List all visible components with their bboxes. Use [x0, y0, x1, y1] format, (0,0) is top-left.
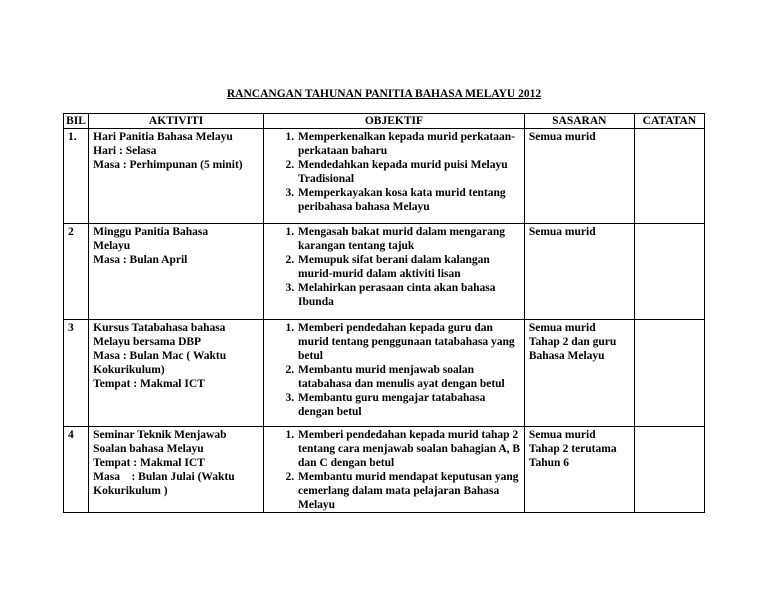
catatan-cell [634, 427, 704, 513]
objektif-item: 1. Memberi pendedahan kepada guru dan murid tentang penggunaan tatabahasa yang betul [297, 321, 521, 363]
catatan-cell [634, 129, 704, 224]
table-row [64, 427, 705, 513]
aktiviti-line: Tempat : Makmal ICT [93, 457, 205, 469]
aktiviti-line: Masa : Bulan Julai (Waktu [93, 471, 235, 483]
aktiviti-line: Minggu Panitia Bahasa [93, 226, 209, 238]
header-bil: BIL [64, 114, 89, 129]
aktiviti-line: Soalan bahasa Melayu [93, 443, 204, 455]
sasaran-line: Semua murid [528, 429, 596, 441]
header-sasaran: SASARAN [524, 114, 634, 129]
sasaran-line: Tahap 2 terutama [528, 443, 617, 455]
sasaran-line: Semua murid [528, 322, 596, 334]
table-row [64, 320, 705, 427]
sasaran-cell [524, 427, 634, 513]
header-objektif: OBJEKTIF [264, 114, 525, 129]
row-number: 2 [64, 224, 89, 320]
aktiviti-line: Tempat : Makmal ICT [93, 378, 205, 390]
aktiviti-line: Kursus Tatabahasa bahasa [93, 322, 226, 334]
objektif-item: 2. Membantu murid mendapat keputusan yang cemerlang dalam mata pelajaran Bahasa Melayu [297, 470, 521, 512]
objektif-cell [264, 320, 525, 427]
objektif-cell [264, 427, 525, 513]
aktiviti-line: Kokurikulum) [93, 364, 165, 376]
aktiviti-line: Hari Panitia Bahasa Melayu [93, 131, 233, 143]
objektif-item: 2. Mendedahkan kepada murid puisi Melayu Tradisional [297, 158, 521, 186]
objektif-list [268, 225, 521, 309]
objektif-item: 2. Membantu murid menjawab soalan tatabahasa dan menulis ayat dengan betul [297, 363, 521, 391]
aktiviti-line: Masa : Perhimpunan (5 minit) [93, 159, 243, 171]
row-number: 3 [64, 320, 89, 427]
sasaran-line: Semua murid [528, 226, 596, 238]
sasaran-cell [524, 320, 634, 427]
table-row [64, 129, 705, 224]
sasaran-line: Tahap 2 dan guru [528, 336, 617, 348]
objektif-item: 1. Mengasah bakat murid dalam mengarang karangan tentang tajuk [297, 225, 521, 253]
sasaran-line: Tahun 6 [528, 457, 570, 469]
sasaran-line: Bahasa Melayu [528, 350, 605, 362]
objektif-item: 2. Memupuk sifat berani dalam kalangan murid-murid dalam aktiviti lisan [297, 253, 521, 281]
sasaran-line: Semua murid [528, 131, 596, 143]
document-title: RANCANGAN TAHUNAN PANITIA BAHASA MELAYU 2012 [226, 88, 542, 100]
objektif-list [268, 321, 521, 419]
aktiviti-line: Seminar Teknik Menjawab [93, 429, 227, 441]
row-number: 4 [64, 427, 89, 513]
objektif-cell [264, 224, 525, 320]
aktiviti-cell [89, 427, 264, 513]
sasaran-cell [524, 224, 634, 320]
catatan-cell [634, 224, 704, 320]
objektif-item: 3. Membantu guru mengajar tatabahasa dengan betul [297, 391, 521, 419]
objektif-list [268, 428, 521, 512]
aktiviti-line: Kokurikulum ) [93, 485, 168, 497]
objektif-item: 3. Memperkayakan kosa kata murid tentang peribahasa bahasa Melayu [297, 186, 521, 214]
header-aktiviti: AKTIVITI [89, 114, 264, 129]
aktiviti-cell [89, 320, 264, 427]
catatan-cell [634, 320, 704, 427]
objektif-cell [264, 129, 525, 224]
table-row [64, 224, 705, 320]
objektif-item: 3. Melahirkan perasaan cinta akan bahasa Ibunda [297, 281, 521, 309]
objektif-item: 1. Memberi pendedahan kepada murid tahap 2 tentang cara menjawab soalan bahagian A, B dan C dengan betul [297, 428, 521, 470]
header-catatan: CATATAN [634, 114, 704, 129]
objektif-list [268, 130, 521, 214]
aktiviti-line: Melayu [93, 240, 131, 252]
row-number: 1. [64, 129, 89, 224]
aktiviti-line: Melayu bersama DBP [93, 336, 202, 348]
aktiviti-line: Masa : Bulan April [93, 254, 188, 266]
sasaran-cell [524, 129, 634, 224]
aktiviti-line: Masa : Bulan Mac ( Waktu [93, 350, 227, 362]
aktiviti-line: Hari : Selasa [93, 145, 157, 157]
aktiviti-cell [89, 129, 264, 224]
annual-plan-table [63, 113, 705, 513]
table-header-row [64, 114, 705, 129]
objektif-item: 1. Memperkenalkan kepada murid perkataan-perkataan baharu [297, 130, 521, 158]
aktiviti-cell [89, 224, 264, 320]
